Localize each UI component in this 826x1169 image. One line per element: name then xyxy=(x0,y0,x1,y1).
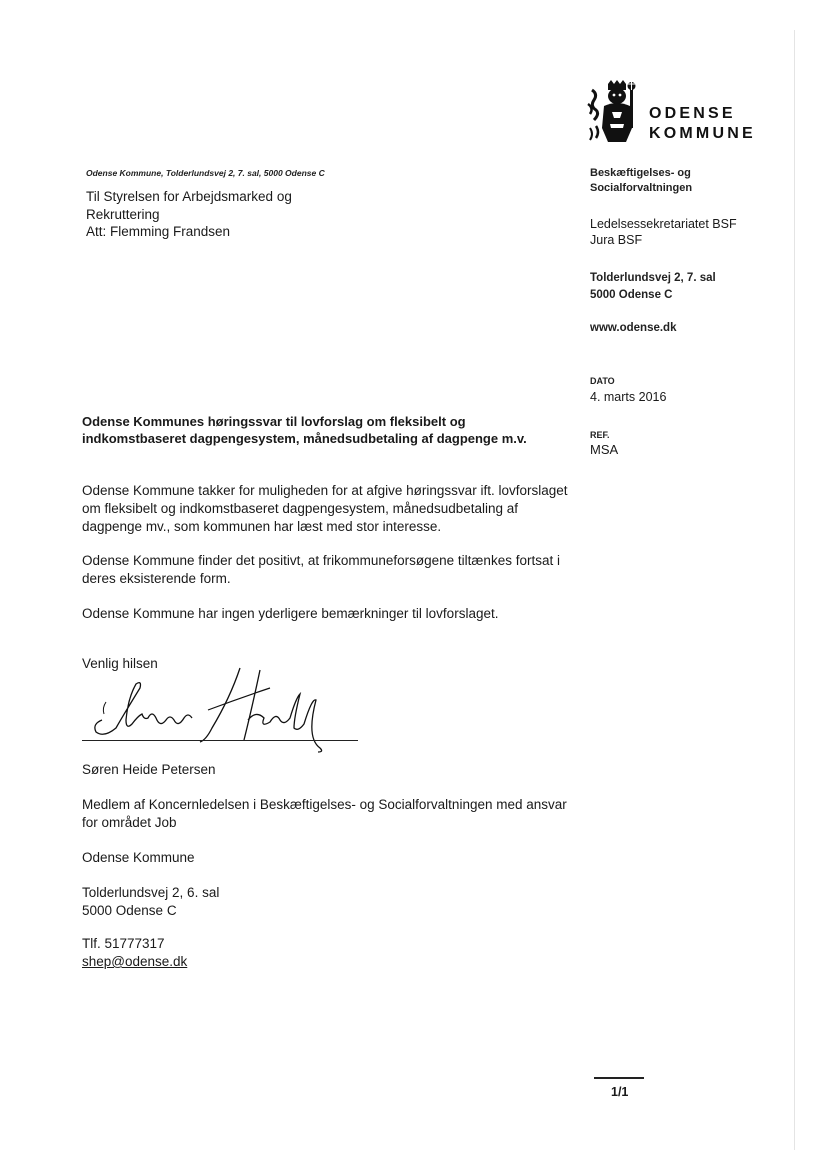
unit-line: Jura BSF xyxy=(590,233,643,247)
email-link[interactable]: shep@odense.dk xyxy=(82,954,188,969)
date-value: 4. marts 2016 xyxy=(590,390,667,404)
page-number-rule xyxy=(594,1077,644,1079)
recipient-block xyxy=(86,188,292,241)
role-line: Medlem af Koncernledelsen i Beskæftigelses- og Socialforvaltningen med ansvar xyxy=(82,797,567,812)
address-line: 5000 Odense C xyxy=(590,289,673,301)
paragraph-line: om fleksibelt og indkomstbaseret dagpengesystem, månedsudbetaling af xyxy=(82,501,519,516)
page-edge-line xyxy=(794,30,795,1150)
address-line: Tolderlundsvej 2, 7. sal xyxy=(590,272,716,284)
letter-subject xyxy=(82,413,562,447)
paragraph-positive xyxy=(82,552,582,588)
paragraph-no-remarks: Odense Kommune har ingen yderligere bemærkninger til lovforslaget. xyxy=(82,606,499,621)
paragraph-line: dagpenge mv., som kommunen har læst med stor interesse. xyxy=(82,519,442,534)
handwritten-signature xyxy=(80,658,370,758)
signatory-name: Søren Heide Petersen xyxy=(82,762,216,777)
ref-value: MSA xyxy=(590,442,619,457)
subject-line: indkomstbaseret dagpengesystem, månedsudbetaling af dagpenge m.v. xyxy=(82,431,527,446)
recipient-attention: Att: Flemming Frandsen xyxy=(86,224,231,239)
recipient-line: Rekruttering xyxy=(86,206,160,222)
address-line: Tolderlundsvej 2, 6. sal xyxy=(82,885,220,900)
department-name xyxy=(590,166,692,196)
unit-line: Ledelsessekretariatet BSF xyxy=(590,217,737,231)
paragraph-thanks xyxy=(82,482,582,536)
paragraph-line: Odense Kommune finder det positivt, at frikommuneforsøgene tiltænkes fortsat i xyxy=(82,553,560,568)
address-line: 5000 Odense C xyxy=(82,903,177,918)
signatory-address xyxy=(82,884,219,920)
date-label: DATO xyxy=(590,376,615,386)
department-line: Socialforvaltningen xyxy=(590,182,693,194)
subject-line: Odense Kommunes høringssvar til lovforslag om fleksibelt og xyxy=(82,414,466,429)
office-address xyxy=(590,270,716,304)
department-line: Beskæftigelses- og xyxy=(590,167,691,179)
unit-name xyxy=(590,216,737,248)
page-number: 1/1 xyxy=(611,1085,629,1099)
sender-address-line: Odense Kommune, Tolderlundsvej 2, 7. sal, 5000 Odense C xyxy=(86,168,325,178)
role-line: for området Job xyxy=(82,815,177,830)
greeting: Venlig hilsen xyxy=(82,656,158,671)
paragraph-line: Odense Kommune takker for muligheden for at afgive høringssvar ift. lovforslaget xyxy=(82,483,568,498)
phone-number: Tlf. 51777317 xyxy=(82,936,165,951)
signatory-organisation: Odense Kommune xyxy=(82,850,195,865)
signatory-role xyxy=(82,796,582,832)
logo-text-kommune: KOMMUNE xyxy=(649,125,756,142)
odense-logo xyxy=(586,78,766,144)
logo-text-odense: ODENSE xyxy=(649,105,736,122)
odense-coat-of-arms-icon xyxy=(586,78,644,144)
paragraph-line: deres eksisterende form. xyxy=(82,571,231,586)
website-link[interactable]: www.odense.dk xyxy=(590,322,677,334)
signature-line xyxy=(82,740,358,741)
recipient-line: Til Styrelsen for Arbejdsmarked og xyxy=(86,189,292,204)
ref-label: REF. xyxy=(590,430,610,440)
